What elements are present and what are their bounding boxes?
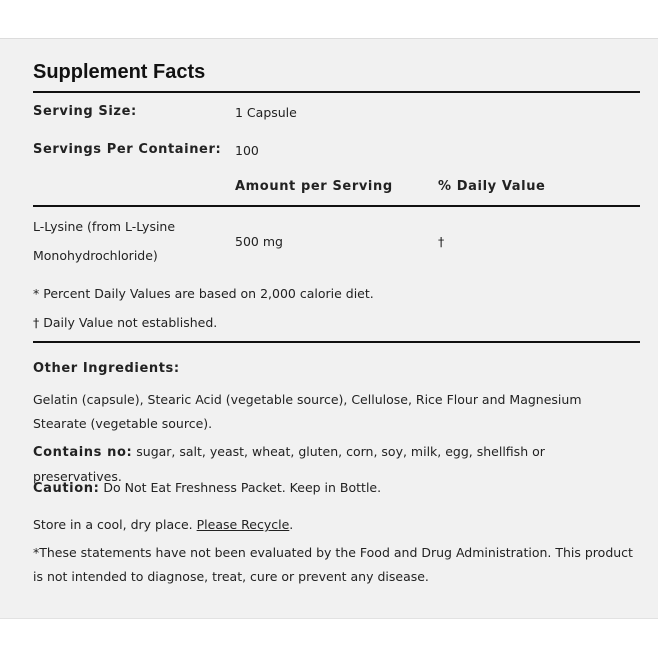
daily-value-header: % Daily Value <box>438 179 546 194</box>
dagger-footnote: † Daily Value not established. <box>33 315 218 330</box>
contains-no-label: Contains no: <box>33 445 133 460</box>
footnote-divider <box>33 341 640 343</box>
serving-size-value: 1 Capsule <box>235 105 297 120</box>
storage-text: Store in a cool, dry place. <box>33 517 197 532</box>
servings-per-container-label: Servings Per Container: <box>33 142 222 157</box>
storage-line <box>33 513 633 537</box>
other-ingredients-label: Other Ingredients: <box>33 361 180 376</box>
amount-per-serving-header: Amount per Serving <box>235 179 393 194</box>
serving-size-label: Serving Size: <box>33 104 137 119</box>
ingredient-amount: 500 mg <box>235 234 283 249</box>
ingredient-name-line2: Monohydrochloride) <box>33 248 158 263</box>
please-recycle-link[interactable]: Please Recycle <box>196 517 290 532</box>
header-divider <box>33 205 640 207</box>
servings-per-container-value: 100 <box>235 143 259 158</box>
ingredient-name-line1: L-Lysine (from L-Lysine <box>33 219 176 234</box>
supplement-facts-title: Supplement Facts <box>33 61 206 83</box>
percent-daily-footnote: * Percent Daily Values are based on 2,000 calorie diet. <box>33 286 374 301</box>
title-divider <box>33 91 640 93</box>
contains-no-text: sugar, salt, yeast, wheat, gluten, corn, soy, milk, egg, shellfish or preservatives. <box>33 444 545 484</box>
caution-text: Do Not Eat Freshness Packet. Keep in Bottle. <box>99 480 382 495</box>
ingredient-daily-value: † <box>438 234 445 249</box>
caution-label: Caution: <box>33 481 100 496</box>
supplement-facts-panel <box>0 38 658 619</box>
other-ingredients-text: Gelatin (capsule), Stearic Acid (vegetable source), Cellulose, Rice Flour and Magnesium Stearate (vegetable source). <box>33 392 582 431</box>
caution-line <box>33 476 633 501</box>
fda-disclaimer: *These statements have not been evaluated by the Food and Drug Administration. This product is not intended to diagnose, treat, cure or prevent any disease. <box>33 545 633 584</box>
storage-end: . <box>289 517 294 532</box>
